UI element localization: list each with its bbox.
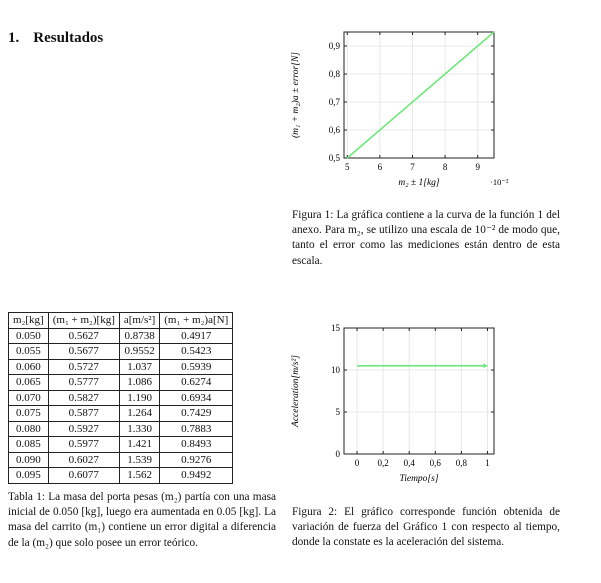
cell-force: 0.8493 bbox=[160, 437, 233, 453]
cell-acceleration: 0.9552 bbox=[119, 344, 159, 360]
table-row bbox=[9, 375, 233, 391]
cell-force: 0.6934 bbox=[160, 390, 233, 406]
y-tick-label: 0 bbox=[335, 449, 340, 459]
cell-total-mass: 0.5827 bbox=[48, 390, 119, 406]
cell-m2: 0.050 bbox=[9, 328, 49, 344]
cell-m2: 0.070 bbox=[9, 390, 49, 406]
y-axis-label: Acceleration[m/s²] bbox=[291, 355, 301, 427]
cell-acceleration: 1.264 bbox=[119, 406, 159, 422]
table-row bbox=[9, 452, 233, 468]
x-tick-label: 0 bbox=[354, 458, 360, 468]
x-axis-label: m₂ ± 1[kg] bbox=[398, 178, 440, 188]
table-caption: Tabla 1: La masa del porta pesas (m₂) partía con una masa inicial de 0.050 [kg], luego era aumentada en 0.05 [kg]. La masa del carrito (m₁) contiene un error digital a diferencia de la (m₂) que solo posee un error teórico. bbox=[8, 491, 276, 549]
y-tick-label: 0,6 bbox=[328, 125, 340, 135]
cell-m2: 0.085 bbox=[9, 437, 49, 453]
cell-acceleration: 1.190 bbox=[119, 390, 159, 406]
x-tick-label: 0,6 bbox=[429, 458, 441, 468]
x-tick-label: 0,2 bbox=[377, 458, 389, 468]
table-row bbox=[9, 468, 233, 484]
y-tick-label: 0,5 bbox=[328, 153, 340, 163]
table-row bbox=[9, 421, 233, 437]
cell-acceleration: 1.539 bbox=[119, 452, 159, 468]
cell-total-mass: 0.5977 bbox=[48, 437, 119, 453]
cell-total-mass: 0.6077 bbox=[48, 468, 119, 484]
cell-acceleration: 1.562 bbox=[119, 468, 159, 484]
cell-acceleration: 1.330 bbox=[119, 421, 159, 437]
cell-acceleration: 1.037 bbox=[119, 359, 159, 375]
section-number: 1. bbox=[8, 30, 20, 46]
chart-acceleration-vs-time bbox=[286, 318, 500, 490]
x-scale-label: ·10⁻² bbox=[490, 177, 509, 187]
y-tick-label: 0,9 bbox=[328, 41, 340, 51]
section-heading bbox=[8, 30, 103, 47]
cell-acceleration: 0.8738 bbox=[119, 328, 159, 344]
table-row bbox=[9, 359, 233, 375]
cell-m2: 0.080 bbox=[9, 421, 49, 437]
cell-m2: 0.075 bbox=[9, 406, 49, 422]
y-tick-label: 5 bbox=[335, 407, 340, 417]
cell-m2: 0.060 bbox=[9, 359, 49, 375]
cell-total-mass: 0.5877 bbox=[48, 406, 119, 422]
cell-force: 0.6274 bbox=[160, 375, 233, 391]
results-table bbox=[8, 312, 233, 484]
cell-acceleration: 1.421 bbox=[119, 437, 159, 453]
plot-frame bbox=[344, 328, 494, 454]
table-row bbox=[9, 328, 233, 344]
cell-total-mass: 0.5727 bbox=[48, 359, 119, 375]
cell-acceleration: 1.086 bbox=[119, 375, 159, 391]
col-header-force: (m₁ + m₂)a[N] bbox=[160, 313, 233, 329]
cell-m2: 0.055 bbox=[9, 344, 49, 360]
chart-mass-vs-force bbox=[286, 22, 509, 194]
y-tick-label: 0,7 bbox=[328, 97, 340, 107]
cell-force: 0.9276 bbox=[160, 452, 233, 468]
cell-force: 0.5423 bbox=[160, 344, 233, 360]
cell-total-mass: 0.5627 bbox=[48, 328, 119, 344]
figure1-caption: Figura 1: La gráfica contiene a la curva de la función 1 del anexo. Para m₂, se utilizo una escala de 10⁻² de modo que, tanto el error como las mediciones están dentro de esta escala. bbox=[292, 209, 560, 267]
x-tick-label: 0,4 bbox=[403, 458, 415, 468]
cell-force: 0.9492 bbox=[160, 468, 233, 484]
x-tick-label: 8 bbox=[442, 162, 448, 172]
cell-m2: 0.065 bbox=[9, 375, 49, 391]
figure2-caption: Figura 2: El gráfico corresponde función obtenida de variación de fuerza del Gráfico 1 con respecto al tiempo, donde la constate es la aceleración del sistema. bbox=[292, 506, 560, 549]
x-axis-label: Tiempo[s] bbox=[399, 474, 439, 484]
y-tick-label: 10 bbox=[331, 365, 340, 375]
col-header-total-mass: (m₁ + m₂)[kg] bbox=[48, 313, 119, 329]
table-header-row bbox=[9, 313, 233, 329]
cell-force: 0.7429 bbox=[160, 406, 233, 422]
cell-force: 0.5939 bbox=[160, 359, 233, 375]
x-tick-label: 1 bbox=[485, 458, 490, 468]
col-header-m2: m₂[kg] bbox=[9, 313, 49, 329]
cell-m2: 0.090 bbox=[9, 452, 49, 468]
cell-total-mass: 0.6027 bbox=[48, 452, 119, 468]
x-tick-label: 5 bbox=[345, 162, 350, 172]
x-tick-label: 7 bbox=[410, 162, 415, 172]
table-row bbox=[9, 437, 233, 453]
cell-total-mass: 0.5677 bbox=[48, 344, 119, 360]
cell-force: 0.4917 bbox=[160, 328, 233, 344]
cell-force: 0.7883 bbox=[160, 421, 233, 437]
cell-m2: 0.095 bbox=[9, 468, 49, 484]
col-header-acceleration: a[m/s²] bbox=[119, 313, 159, 329]
table-row bbox=[9, 390, 233, 406]
table-row bbox=[9, 344, 233, 360]
x-tick-label: 9 bbox=[475, 162, 480, 172]
cell-total-mass: 0.5927 bbox=[48, 421, 119, 437]
y-tick-label: 15 bbox=[331, 323, 340, 333]
x-tick-label: 0,8 bbox=[455, 458, 468, 468]
series-line bbox=[347, 32, 494, 158]
y-tick-label: 0,8 bbox=[328, 69, 340, 79]
x-tick-label: 6 bbox=[377, 162, 383, 172]
section-title: Resultados bbox=[33, 30, 104, 46]
cell-total-mass: 0.5777 bbox=[48, 375, 119, 391]
table-row bbox=[9, 406, 233, 422]
y-axis-label: (m₁ + m₂)a ± error[N] bbox=[291, 52, 301, 138]
series-arrowhead bbox=[483, 363, 487, 368]
